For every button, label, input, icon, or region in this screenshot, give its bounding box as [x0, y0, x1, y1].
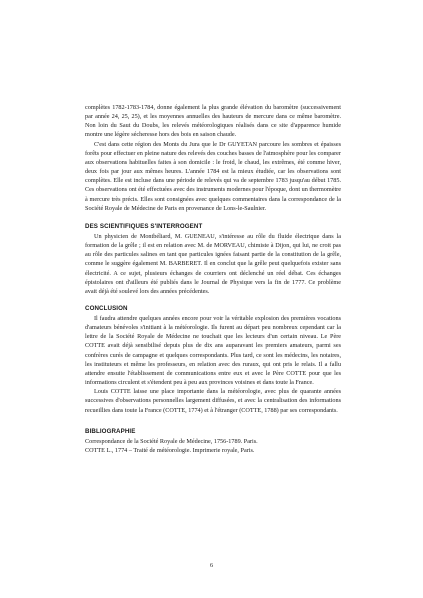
text-column [85, 103, 341, 455]
intro-paragraph-2: C'est dans cette région des Monts du Jura que le Dr GUYETAN parcoure les sombres et épaisses forêts pour effectuer en pleine nature des relevés des couches basses de l'atmosphère pour les comparer aux observations habituelles faites à son domicile : le froid, le chaud, les extrêmes, été comme hiver, deux fois par jour aux mêmes heures. L'année 1784 est la mieux étudiée, car les observations sont complètes. Elle est incluse dans une période de relevés qui va de septembre 1783 jusqu'au début 1785. Ces observations ont été effectuées avec des instruments modernes pour l'époque, dont un thermomètre à mercure très précis. Elles sont consignées avec quelques commentaires dans la correspondance de la Société Royale de Médecine de Paris en provenance de Lons-le-Saulnier. [85, 140, 341, 212]
bibliography-entry: COTTE L., 1774 – Traité de météorologie. Imprimerie royale, Paris. [85, 446, 255, 454]
scientists-paragraph: Un physicien de Montbéliard, M. GUENEAU, s'intéresse au rôle du fluide électrique dans la formation de la grêle ; il est en relation avec M. de MORVEAU, chimiste à Dijon, qui lui, ne croit pas au rôle des particules salines en tant que particules ignées faisant partie de la constitution de la grêle, comme le suggère également M. BARBERET. Il en conclut que la grêle peut quelquefois exister sans électricité. A ce sujet, plusieurs échanges de courriers ont déclenché un réel débat. Ces échanges épistolaires ont d'ailleurs été publiés dans le Journal de Physique vers la fin de 1777. Ce problème avait déjà été soulevé lors des années précédentes. [85, 232, 341, 295]
conclusion-paragraph-2: Louis COTTE laisse une place importante dans la météorologie, avec plus de quarante années successives d'observations personnelles largement diffusées, et avec la centralisation des informations recueillies dans toute la France (COTTE, 1774) et à l'étranger (COTTE, 1788) par ses correspondants. [85, 388, 341, 414]
section-heading-bibliography: BIBLIOGRAPHIE [85, 427, 136, 435]
bibliography-entry: Correspondance de la Société Royale de Médecine, 1756-1789. Paris. [85, 437, 258, 445]
section-heading-scientists: DES SCIENTIFIQUES S'INTERROGENT [85, 222, 203, 230]
bibliography [85, 427, 341, 455]
conclusion-paragraph-1: Il faudra attendre quelques années encore pour voir la véritable explosion des premières vocations d'amateurs bénévoles s'initiant à la météorologie. Ils furent au départ peu nombreux cependant car la lettre de la Société Royale de Médecine ne touchait que les lecteurs d'un certain niveau. Le Père COTTE avait déjà sensibilisé depuis plus de dix ans auparavant les premiers amateurs, parmi ses confrères curés de campagne et quelques correspondants. Plus tard, ce sont les médecins, les notaires, les instituteurs et même les professeurs, en relation avec des ruraux, qui ont pris le relais. Il a fallu attendre ensuite l'établissement de communications entre eux et avec le Père COTTE pour que les informations circulent et s'étendent peu à peu aux provinces voisines et dans toute la France. [85, 314, 341, 387]
intro-paragraph-1: complètes 1782-1783-1784, donne également la plus grande élévation du baromètre (successivement par année 24, 25, 25), et les moyennes annuelles des hauteurs de mercure dans ce même baromètre. Non loin du Saut du Doubs, les relevés météorologiques réalisés dans ce site d'apparence humide montre une légère sécheresse hors des bois en saison chaude. [85, 104, 341, 139]
section-heading-conclusion: CONCLUSION [85, 304, 128, 312]
page-number: 6 [209, 562, 214, 569]
